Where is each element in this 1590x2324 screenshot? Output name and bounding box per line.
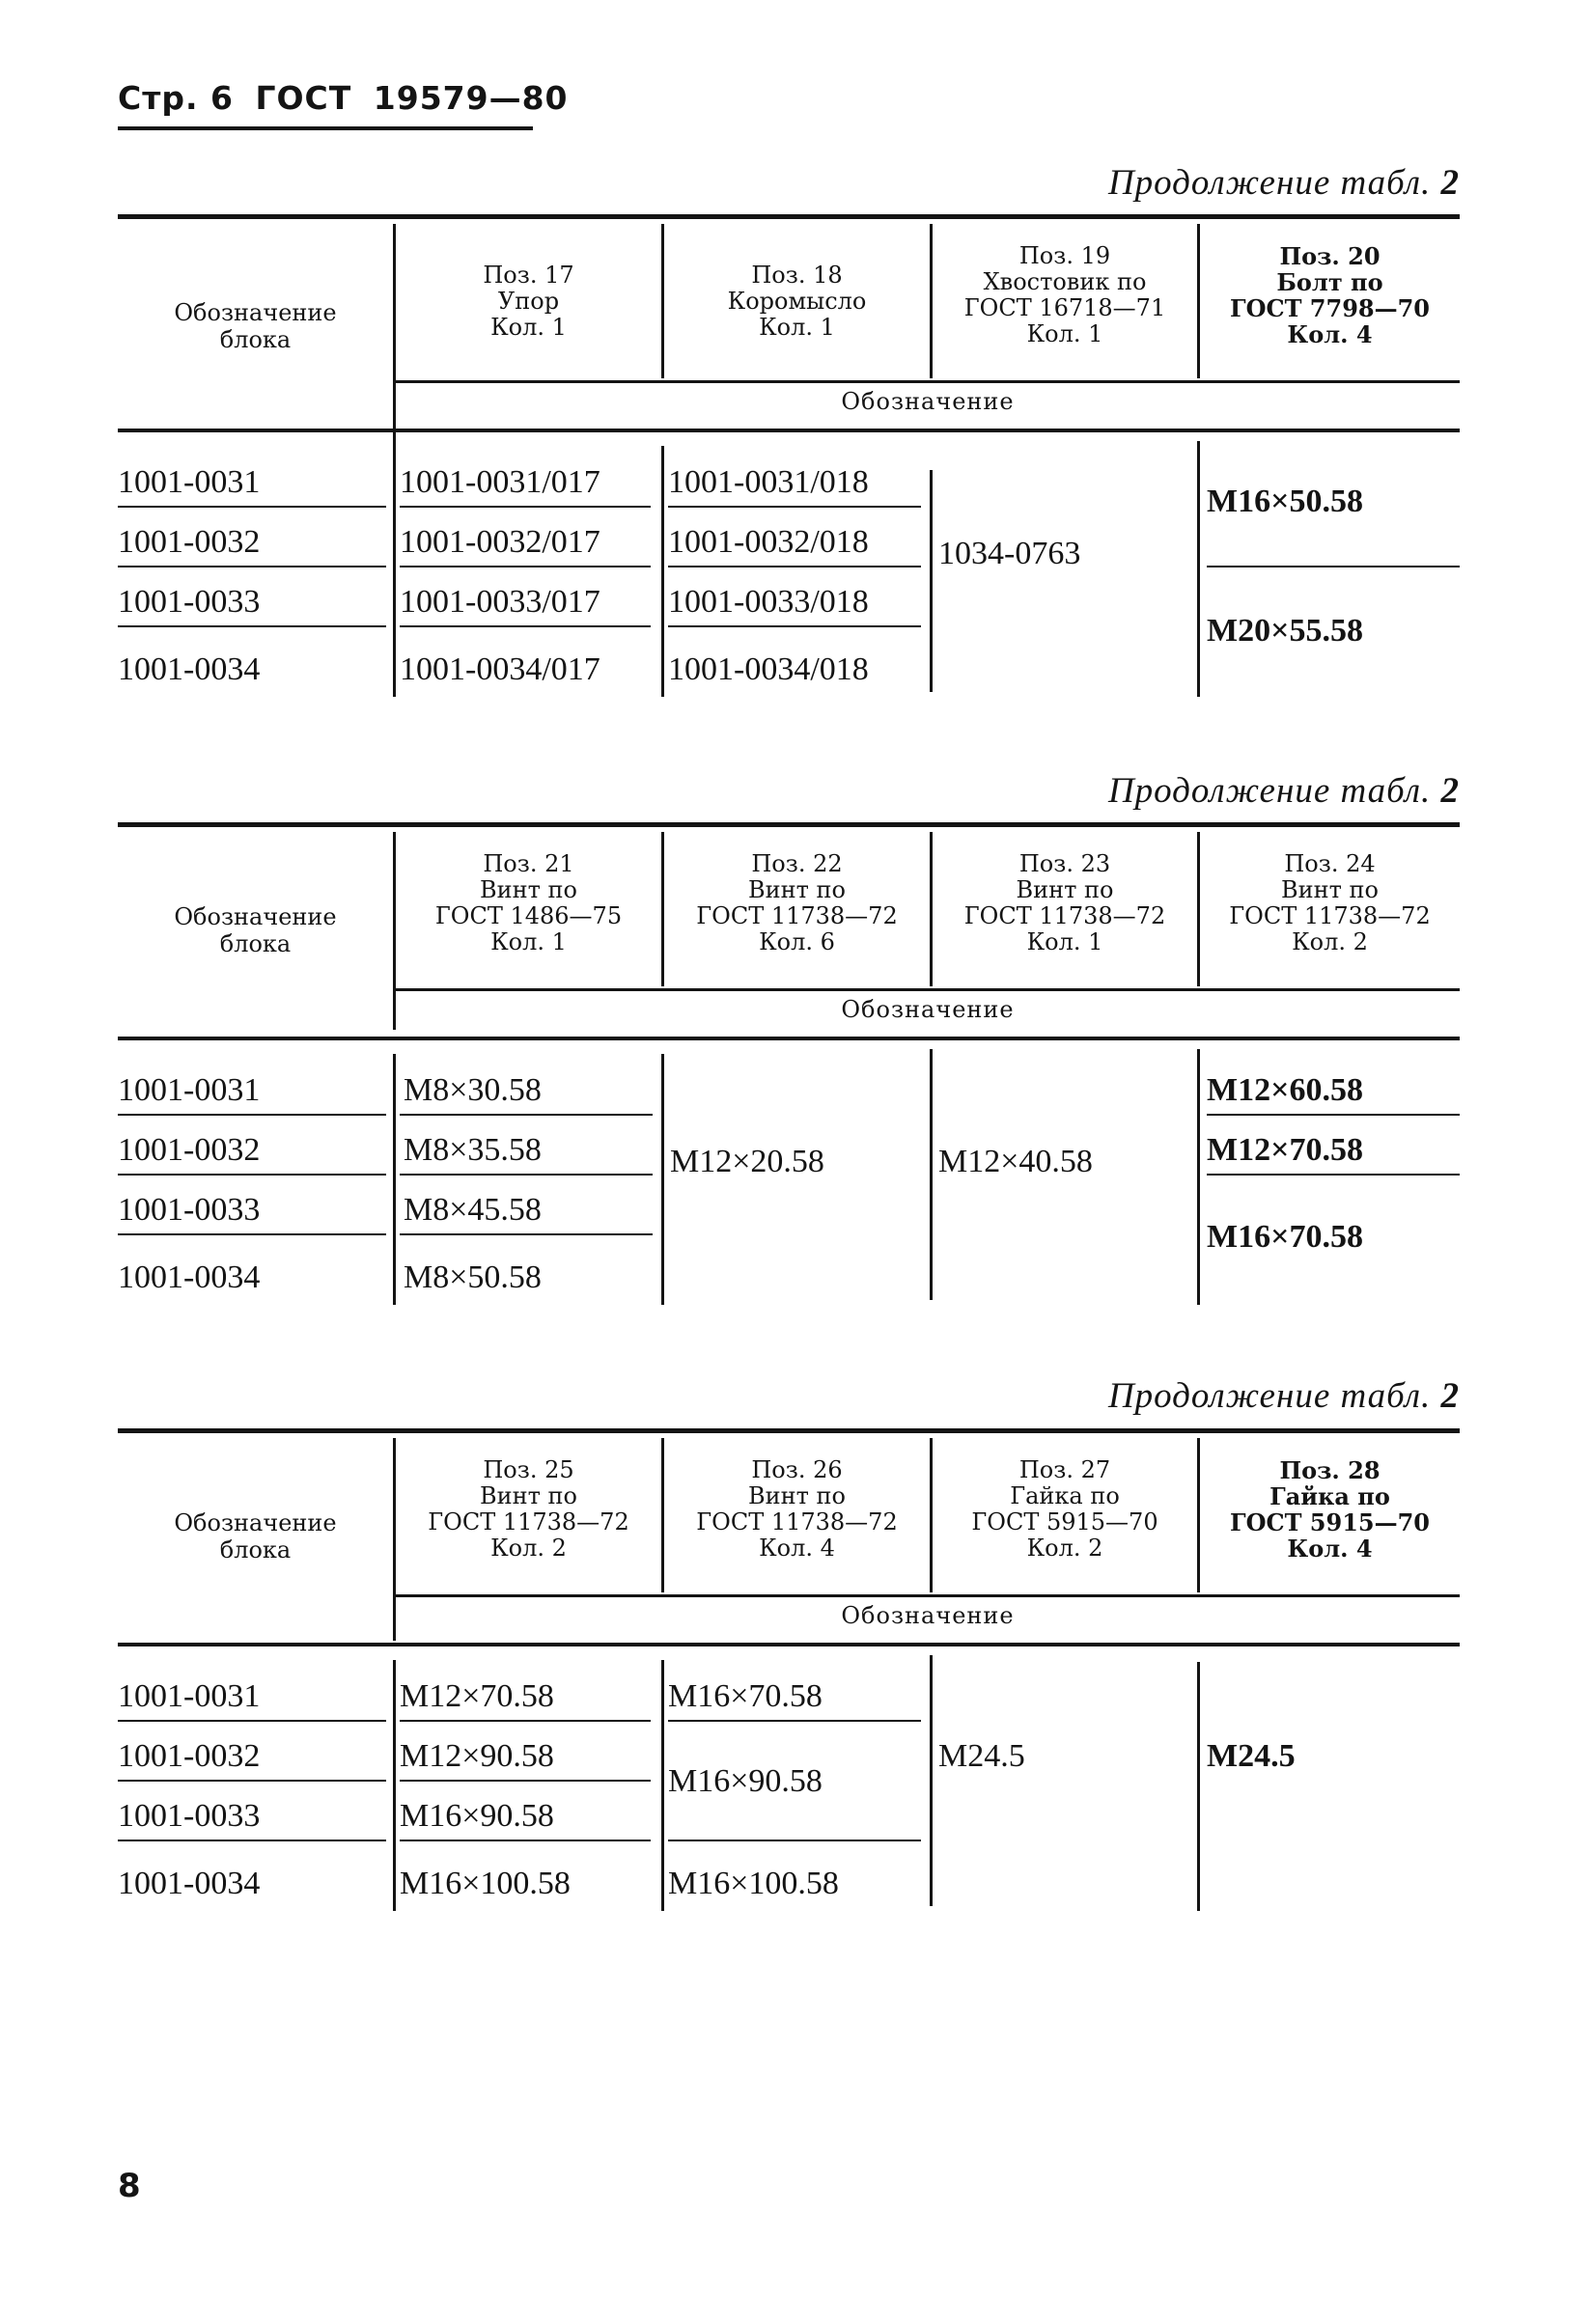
- subheader-label: Обозначение: [841, 996, 1015, 1023]
- table-cell: M12×90.58: [400, 1738, 554, 1774]
- row-header-label: Обозначение блока: [174, 1509, 337, 1563]
- header-bottom-rule: [118, 429, 1460, 432]
- table-cell-merged: 1034-0763: [938, 536, 1081, 571]
- column-header: Поз. 17 Упор Кол. 1: [483, 262, 574, 341]
- row-divider: [118, 1720, 386, 1722]
- table-cell-merged: M16×70.58: [1207, 1219, 1363, 1255]
- table-cell-merged: M16×90.58: [668, 1763, 823, 1799]
- row-divider: [118, 1233, 386, 1235]
- table-caption-1: [1108, 162, 1460, 204]
- table-cell: M12×70.58: [400, 1678, 554, 1714]
- block-id: 1001-0032: [118, 1738, 261, 1774]
- column-header: Поз. 22 Винт по ГОСТ 11738—72 Кол. 6: [696, 850, 898, 955]
- row-divider: [118, 1840, 386, 1841]
- header-divider: [396, 380, 1460, 383]
- vline: [393, 1054, 396, 1305]
- page-header: [118, 79, 569, 130]
- header-number: 19579—80: [373, 79, 569, 117]
- row-divider: [668, 1720, 921, 1722]
- row-divider: [400, 1114, 653, 1116]
- table-cell-merged: M24.5: [1207, 1738, 1296, 1774]
- caption-number: 2: [1440, 1376, 1460, 1416]
- vline: [393, 446, 396, 697]
- column-header: Поз. 28 Гайка по ГОСТ 5915—70 Кол. 4: [1230, 1456, 1430, 1563]
- row-divider: [400, 506, 651, 508]
- row-divider: [400, 1720, 651, 1722]
- table-top-rule: [118, 214, 1460, 219]
- table-cell: 1001-0031/018: [668, 464, 869, 500]
- row-divider: [400, 1233, 653, 1235]
- vline: [1197, 441, 1200, 697]
- column-header: Поз. 24 Винт по ГОСТ 11738—72 Кол. 2: [1229, 850, 1431, 955]
- row-divider: [118, 506, 386, 508]
- table-cell: M16×100.58: [668, 1866, 839, 1901]
- row-divider: [1207, 566, 1460, 567]
- block-id: 1001-0031: [118, 1072, 261, 1108]
- table-cell-merged: M12×40.58: [938, 1144, 1093, 1179]
- row-divider: [400, 1840, 651, 1841]
- block-id: 1001-0031: [118, 464, 261, 500]
- row-header-label: Обозначение блока: [174, 903, 337, 957]
- table-cell: 1001-0032/017: [400, 524, 600, 560]
- vline: [1197, 1662, 1200, 1911]
- row-divider: [400, 566, 651, 567]
- header-text: [118, 79, 569, 117]
- row-divider: [118, 1114, 386, 1116]
- caption-text: Продолжение табл.: [1107, 1376, 1432, 1416]
- header-rule: [118, 126, 533, 130]
- table-cell: 1001-0032/018: [668, 524, 869, 560]
- row-divider: [400, 625, 651, 627]
- subheader-label: Обозначение: [841, 1602, 1015, 1629]
- column-header: Поз. 25 Винт по ГОСТ 11738—72 Кол. 2: [428, 1456, 629, 1562]
- block-id: 1001-0032: [118, 1132, 261, 1168]
- caption-number: 2: [1440, 771, 1460, 811]
- column-header: Поз. 18 Коромысло Кол. 1: [727, 262, 867, 341]
- header-bottom-rule: [118, 1037, 1460, 1040]
- table-cell: M8×45.58: [404, 1192, 542, 1228]
- block-id: 1001-0034: [118, 1259, 261, 1295]
- column-header: Поз. 19 Хвостовик по ГОСТ 16718—71 Кол. 1: [963, 242, 1166, 347]
- vline: [1197, 1049, 1200, 1305]
- block-id: 1001-0034: [118, 651, 261, 687]
- row-divider: [118, 1780, 386, 1782]
- header-divider: [396, 988, 1460, 991]
- table-cell: M16×100.58: [400, 1866, 571, 1901]
- header-standard: ГОСТ: [255, 79, 352, 117]
- vline: [661, 1660, 664, 1911]
- table-cell: 1001-0033/018: [668, 584, 869, 620]
- table-cell-merged: M20×55.58: [1207, 613, 1363, 649]
- table-2: [118, 822, 1460, 1305]
- vline: [930, 1655, 933, 1906]
- block-id: 1001-0033: [118, 1192, 261, 1228]
- table-cell: M16×70.58: [668, 1678, 823, 1714]
- table-caption-3: [1108, 1375, 1460, 1417]
- column-header: Поз. 26 Винт по ГОСТ 11738—72 Кол. 4: [696, 1456, 898, 1562]
- table-1: [118, 214, 1460, 697]
- column-header: Поз. 27 Гайка по ГОСТ 5915—70 Кол. 2: [971, 1456, 1158, 1562]
- row-divider: [400, 1780, 651, 1782]
- table-top-rule: [118, 822, 1460, 827]
- table-cell: M8×50.58: [404, 1259, 542, 1295]
- row-header-label: Обозначение блока: [174, 299, 337, 353]
- caption-number: 2: [1440, 163, 1460, 203]
- vline: [393, 1660, 396, 1911]
- table-cell: M8×30.58: [404, 1072, 542, 1108]
- vline: [661, 1054, 664, 1305]
- table-cell-merged: M24.5: [938, 1738, 1025, 1774]
- block-id: 1001-0031: [118, 1678, 261, 1714]
- column-header: Поз. 21 Винт по ГОСТ 1486—75 Кол. 1: [434, 850, 623, 955]
- block-id: 1001-0032: [118, 524, 261, 560]
- header-bottom-rule: [118, 1643, 1460, 1646]
- row-divider: [1207, 1114, 1460, 1116]
- row-divider: [668, 625, 921, 627]
- vline: [930, 1049, 933, 1300]
- row-divider: [668, 1840, 921, 1841]
- table-cell: M12×60.58: [1207, 1072, 1363, 1108]
- table-cell: 1001-0031/017: [400, 464, 600, 500]
- block-id: 1001-0033: [118, 584, 261, 620]
- table-cell-merged: M12×20.58: [670, 1144, 824, 1179]
- row-divider: [118, 566, 386, 567]
- table-cell: M12×70.58: [1207, 1132, 1363, 1168]
- table-cell-merged: M16×50.58: [1207, 484, 1363, 519]
- subheader-label: Обозначение: [841, 388, 1015, 415]
- table-cell: M16×90.58: [400, 1798, 554, 1834]
- row-divider: [118, 1174, 386, 1176]
- row-divider: [118, 625, 386, 627]
- caption-text: Продолжение табл.: [1107, 771, 1432, 811]
- table-3: [118, 1428, 1460, 1911]
- column-header: Поз. 23 Винт по ГОСТ 11738—72 Кол. 1: [963, 850, 1166, 955]
- table-caption-2: [1108, 770, 1460, 812]
- table-cell: M8×35.58: [404, 1132, 542, 1168]
- row-divider: [1207, 1174, 1460, 1176]
- table-cell: 1001-0034/017: [400, 651, 600, 687]
- block-id: 1001-0034: [118, 1866, 261, 1901]
- vline: [930, 470, 933, 692]
- header-divider: [396, 1594, 1460, 1597]
- header-prefix: Стр. 6: [118, 79, 234, 117]
- table-cell: 1001-0034/018: [668, 651, 869, 687]
- table-cell: 1001-0033/017: [400, 584, 600, 620]
- row-divider: [668, 506, 921, 508]
- vline: [661, 446, 664, 697]
- page-number: 8: [118, 2167, 141, 2205]
- row-divider: [668, 566, 921, 567]
- table-top-rule: [118, 1428, 1460, 1433]
- block-id: 1001-0033: [118, 1798, 261, 1834]
- column-header: Поз. 20 Болт по ГОСТ 7798—70 Кол. 4: [1230, 242, 1430, 348]
- caption-text: Продолжение табл.: [1107, 163, 1432, 203]
- row-divider: [400, 1174, 653, 1176]
